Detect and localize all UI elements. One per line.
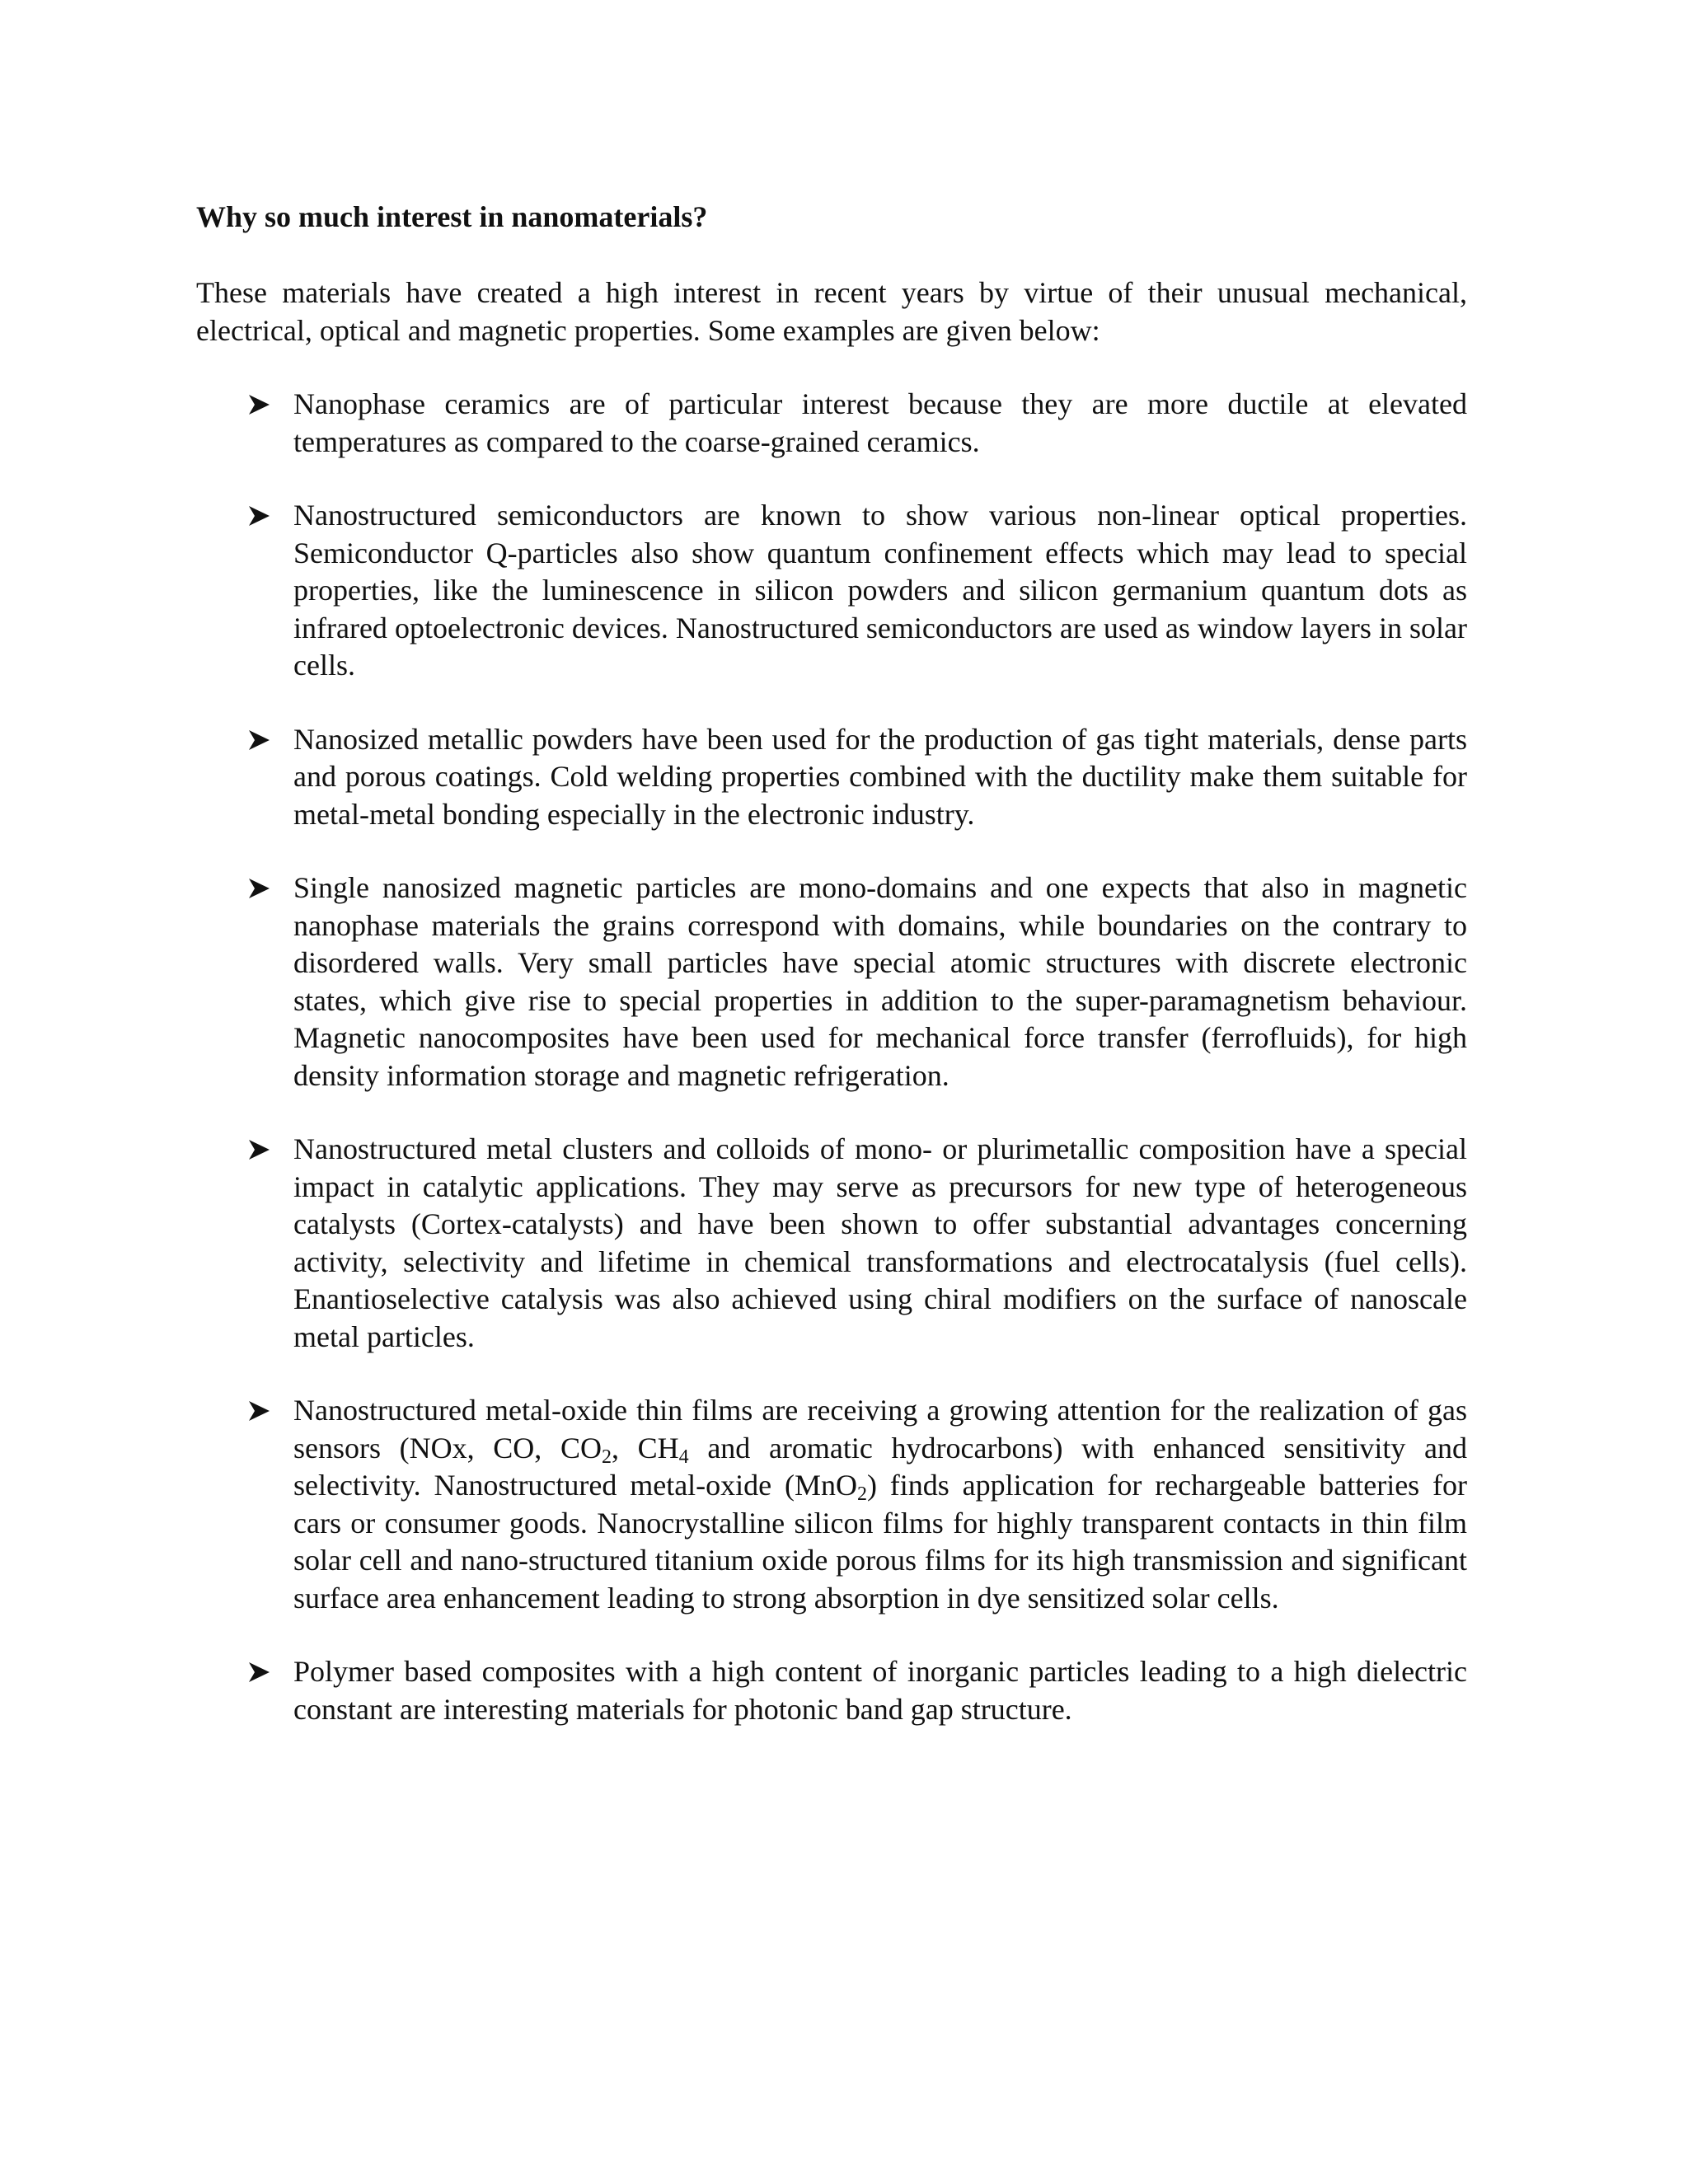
arrowhead-bullet-icon	[247, 1139, 270, 1160]
list-item-text: Nanostructured semiconductors are known to show various non-linear optical properties. Semiconductor Q-particles also show quantum confinement effects which may lead to special properties, like the luminescence in silicon powders and silicon germanium quantum dots as infrared optoelectronic devices. Nanostructured semiconductors are used as window layers in solar cells.	[293, 499, 1467, 682]
text-segment: , CH	[611, 1431, 679, 1465]
arrowhead-bullet-icon	[247, 878, 270, 899]
list-item-metal-clusters	[196, 1131, 1467, 1356]
arrowhead-bullet-icon	[247, 505, 270, 527]
list-item-text: Single nanosized magnetic particles are mono-domains and one expects that also in magnetic nanophase materials the grains correspond with domains, while boundaries on the contrary to disordered walls. Very small particles have special atomic structures with discrete electronic states, which give rise to special properties in addition to the super-paramagnetism behaviour. Magnetic nanocomposites have been used for mechanical force transfer (ferrofluids), for high density information storage and magnetic refrigeration.	[293, 871, 1467, 1092]
list-item-text: Polymer based composites with a high content of inorganic particles leading to a high dielectric constant are interesting materials for photonic band gap structure.	[293, 1655, 1467, 1726]
document-page	[196, 198, 1467, 1765]
list-item-semiconductors	[196, 497, 1467, 685]
subscript: 2	[856, 1483, 867, 1505]
subscript: 4	[678, 1446, 689, 1468]
list-item-metal-oxide-films	[196, 1392, 1467, 1617]
subscript: 2	[601, 1446, 612, 1468]
arrowhead-bullet-icon	[247, 394, 270, 415]
list-item-metallic-powders	[196, 721, 1467, 834]
examples-list	[196, 386, 1467, 1728]
list-item-text	[293, 1394, 1467, 1615]
section-heading: Why so much interest in nanomaterials?	[196, 200, 708, 233]
text-segment: Nanostructured metal-oxide thin films are receiving a growing attention for the realization of gas sensors (NOx, CO, CO	[293, 1394, 1467, 1465]
arrowhead-bullet-icon	[247, 1400, 270, 1422]
intro-paragraph: These materials have created a high interest in recent years by virtue of their unusual mechanical, electrical, optical and magnetic properties. Some examples are given below:	[196, 276, 1467, 347]
text-segment: and aromatic hydrocarbons) with enhanced sensitivity and selectivity. Nanostructured metal-oxide (MnO	[293, 1431, 1468, 1502]
list-item-text: Nanophase ceramics are of particular interest because they are more ductile at elevated temperatures as compared to the coarse-grained ceramics.	[293, 387, 1467, 458]
arrowhead-bullet-icon	[247, 729, 270, 751]
list-item-ceramics	[196, 386, 1467, 461]
list-item-text: Nanosized metallic powders have been used for the production of gas tight materials, dense parts and porous coatings. Cold welding properties combined with the ductility make them suitable for metal-metal bonding especially in the electronic industry.	[293, 722, 1467, 831]
arrowhead-bullet-icon	[247, 1661, 270, 1683]
list-item-polymer-composites	[196, 1653, 1467, 1728]
list-item-text: Nanostructured metal clusters and colloids of mono- or plurimetallic composition have a special impact in catalytic applications. They may serve as precursors for new type of heterogeneous catalysts (Cortex-catalysts) and have been shown to offer substantial advantages concerning activity, selectivity and lifetime in chemical transformations and electrocatalysis (fuel cells). Enantioselective catalysis was also achieved using chiral modifiers on the surface of nanoscale metal particles.	[293, 1132, 1467, 1353]
list-item-magnetic-particles	[196, 869, 1467, 1094]
text-segment: ) finds application for rechargeable batteries for cars or consumer goods. Nanocrystalline silicon films for highly transparent contacts in thin film solar cell and nano-structured titanium oxide porous films for its high transmission and significant surface area enhancement leading to strong absorption in dye sensitized solar cells.	[293, 1469, 1467, 1615]
